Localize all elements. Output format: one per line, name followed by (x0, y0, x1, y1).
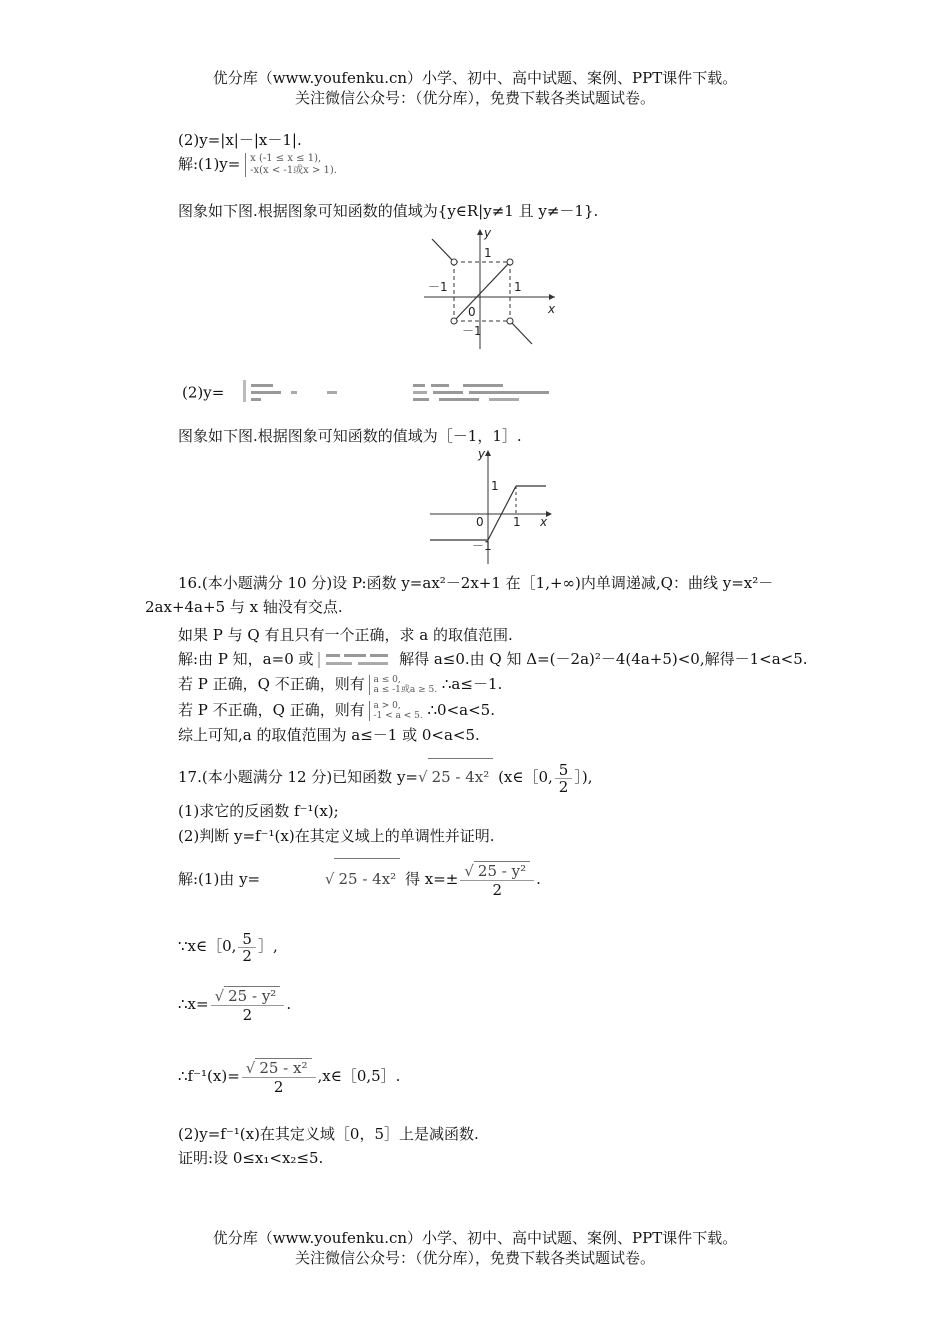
solution-2-formula-image (243, 378, 588, 404)
graph-2-label-neg-one: －1 (472, 539, 492, 553)
graph-1-open-point-4 (507, 318, 513, 324)
q17-fraction (555, 762, 573, 795)
q17-therefore-fraction-num (211, 986, 285, 1006)
q16-line-3: 如果 P 与 Q 有且只有一个正确，求 a 的取值范围. (178, 626, 513, 644)
graph-1-label-y: y (484, 226, 492, 240)
q17-therefore-sqrt: 25 - y² (224, 986, 280, 1005)
graph-1-label-neg-one-left: －1 (428, 280, 448, 294)
q17-fraction-den: 2 (558, 777, 569, 796)
footer-line-2: 关注微信公众号：（优分库），免费下载各类试题试卷。 (294, 1249, 655, 1267)
q17-part-1: (1)求它的反函数 f⁻¹(x); (178, 802, 339, 820)
solution-1 (178, 153, 337, 177)
q17-statement (178, 758, 592, 795)
graph-1-label-neg-one-bottom: －1 (462, 324, 482, 338)
solution-2-range: 图象如下图.根据图象可知函数的值域为［－1，1］. (178, 427, 522, 445)
q17-because-end: ］, (257, 937, 278, 955)
q16-solution-2-b: ∴a≤－1. (441, 675, 503, 693)
q17-therefore-fraction-den: 2 (242, 1006, 253, 1024)
q17-solution-1-fraction-sqrt: 25 - y² (474, 861, 530, 880)
header-line-2: 关注微信公众号：（优分库），免费下载各类试题试卷。 (294, 89, 655, 107)
graph-1-label-x: x (548, 302, 556, 316)
graph-1-x-arrow (549, 294, 555, 300)
q16-solution-1 (178, 649, 808, 670)
q17-fraction-num: 5 (555, 762, 573, 779)
q17-solution-1-a: 解:(1)由 y= (178, 870, 261, 888)
q17-because (178, 928, 278, 964)
graph-2-label-origin: 0 (476, 515, 484, 529)
q16-solution-3-system (369, 701, 422, 721)
graph-1-line-middle (454, 262, 510, 321)
q16-solution-1-a: 解:由 P 知，a=0 或 (178, 650, 314, 668)
problem-15-part2: (2)y=|x|－|x－1|. (178, 131, 302, 149)
solution-1-label: 解:(1)y= (178, 155, 241, 173)
q16-solution-3-case-1: a > 0, (373, 701, 401, 711)
graph-2-y-arrow (485, 450, 491, 456)
solution-1-case-2: -x(x < -1或x > 1). (250, 165, 337, 176)
graph-1-y-arrow (477, 229, 483, 235)
sqrt-icon: √ (214, 987, 225, 1005)
graph-2-label-y: y (478, 447, 486, 461)
q17-proof: 证明:设 0≤x₁<x₂≤5. (178, 1149, 324, 1167)
q16-solution-2-case-1: a ≤ 0, (373, 675, 401, 685)
q17-inverse-fraction-num (242, 1058, 316, 1078)
q17-statement-b: (x∈［0, (498, 768, 553, 786)
sqrt-icon: √ (245, 1059, 256, 1077)
q17-part-2-solution: (2)y=f⁻¹(x)在其定义域［0，5］上是减函数. (178, 1125, 479, 1143)
solution-2-label: (2)y= (182, 383, 225, 402)
q16-solution-1-formula-image (318, 650, 394, 670)
q17-inverse-sqrt: 25 - x² (255, 1058, 311, 1077)
footer-line-1: 优分库（www.youfenku.cn）小学、初中、高中试题、案例、PPT课件下载。 (212, 1229, 738, 1247)
q16-solution-2-system (369, 675, 437, 695)
q17-therefore-a: ∴x= (178, 995, 209, 1013)
q16-solution-2 (178, 674, 502, 695)
graph-1-line-right (510, 321, 532, 344)
q17-inverse (178, 1056, 400, 1096)
solution-2-formula-blurred (243, 378, 588, 409)
q17-therefore-fraction (211, 986, 285, 1024)
q16-solution-2-a: 若 P 正确，Q 不正确，则有 (178, 675, 365, 693)
graph-2-line-rise (488, 486, 516, 540)
q17-solution-1-fraction (460, 861, 534, 899)
graph-1-label-one-top: 1 (484, 246, 492, 260)
q16-line-2: 2ax+4a+5 与 x 轴没有交点. (145, 598, 343, 616)
q17-because-a: ∵x∈［0, (178, 937, 237, 955)
q17-solution-1-fraction-den: 2 (492, 881, 502, 899)
graph-2-label-x: x (540, 515, 548, 529)
q16-solution-2-case-2: a ≤ -1或a ≥ 5. (373, 685, 438, 695)
q17-because-fraction-den: 2 (242, 946, 252, 965)
q17-solution-1: 解:(1)由 y= √ 25 - 4x² 得 x=± $\frac{\text{√ 25 - y²}}{2}$ . (178, 858, 541, 899)
graph-1-label-one-right: 1 (514, 280, 522, 294)
q16-solution-3-a: 若 P 不正确，Q 正确，则有 (178, 701, 365, 719)
q16-solution-1-b: 解得 a≤0.由 Q 知 Δ=(－2a)²－4(4a+5)<0,解得－1<a<5. (399, 650, 808, 668)
q17-because-fraction-num: 5 (238, 931, 256, 948)
sqrt-icon: √ (464, 862, 474, 880)
graph-1-open-point-3 (451, 318, 457, 324)
sqrt-icon: √ (418, 768, 428, 786)
graph-2 (428, 446, 556, 568)
q17-statement-a: 17.(本小题满分 12 分)已知函数 y= (178, 768, 418, 786)
solution-2 (182, 378, 588, 409)
q16-line-1: 16.(本小题满分 10 分)设 P:函数 y=ax²－2x+1 在［1,+∞)内单调递减,Q：曲线 y=x²－ (178, 574, 774, 592)
q16-solution-3-case-2: -1 < a < 5. (373, 711, 423, 721)
q17-statement-c: ］), (574, 768, 593, 786)
graph-1-open-point-2 (507, 259, 513, 265)
q17-therefore: ∴x= $\frac{\text{√ 25 - y²}}{2}$ . (178, 987, 292, 1024)
graph-1-open-point-1 (451, 259, 457, 265)
q17-inverse-a: ∴f⁻¹(x)= (178, 1067, 240, 1085)
graph-2-label-one-right: 1 (513, 515, 521, 529)
q17-solution-1-b: 得 x=± (404, 870, 459, 888)
graph-2-label-one-top: 1 (491, 479, 499, 493)
sqrt-icon: √ (324, 870, 335, 888)
solution-1-case-1: x (-1 ≤ x ≤ 1), (250, 153, 322, 164)
q17-inverse-end: ,x∈［0,5］. (317, 1067, 401, 1085)
q17-inverse-fraction-den: 2 (273, 1078, 284, 1096)
q17-solution-1-sqrt: 25 - 4x² (334, 858, 400, 899)
q17-sqrt: 25 - 4x² (428, 758, 494, 795)
q16-solution-4: 综上可知,a 的取值范围为 a≤－1 或 0<a<5. (178, 726, 480, 744)
q17-because-fraction (238, 931, 256, 964)
graph-1-label-origin: 0 (468, 305, 476, 319)
q17-solution-1-fraction-num (460, 861, 534, 881)
graph-1 (420, 225, 565, 353)
q16-solution-3 (178, 700, 495, 721)
q16-solution-3-b: ∴0<a<5. (427, 701, 495, 719)
solution-1-piecewise (245, 153, 337, 177)
q17-inverse-fraction (242, 1058, 316, 1096)
graph-1-line-left (432, 239, 454, 262)
header-line-1: 优分库（www.youfenku.cn）小学、初中、高中试题、案例、PPT课件下载。 (212, 69, 738, 87)
solution-1-range: 图象如下图.根据图象可知函数的值域为{y∈R|y≠1 且 y≠－1}. (178, 202, 599, 220)
q17-part-2: (2)判断 y=f⁻¹(x)在其定义域上的单调性并证明. (178, 827, 495, 845)
